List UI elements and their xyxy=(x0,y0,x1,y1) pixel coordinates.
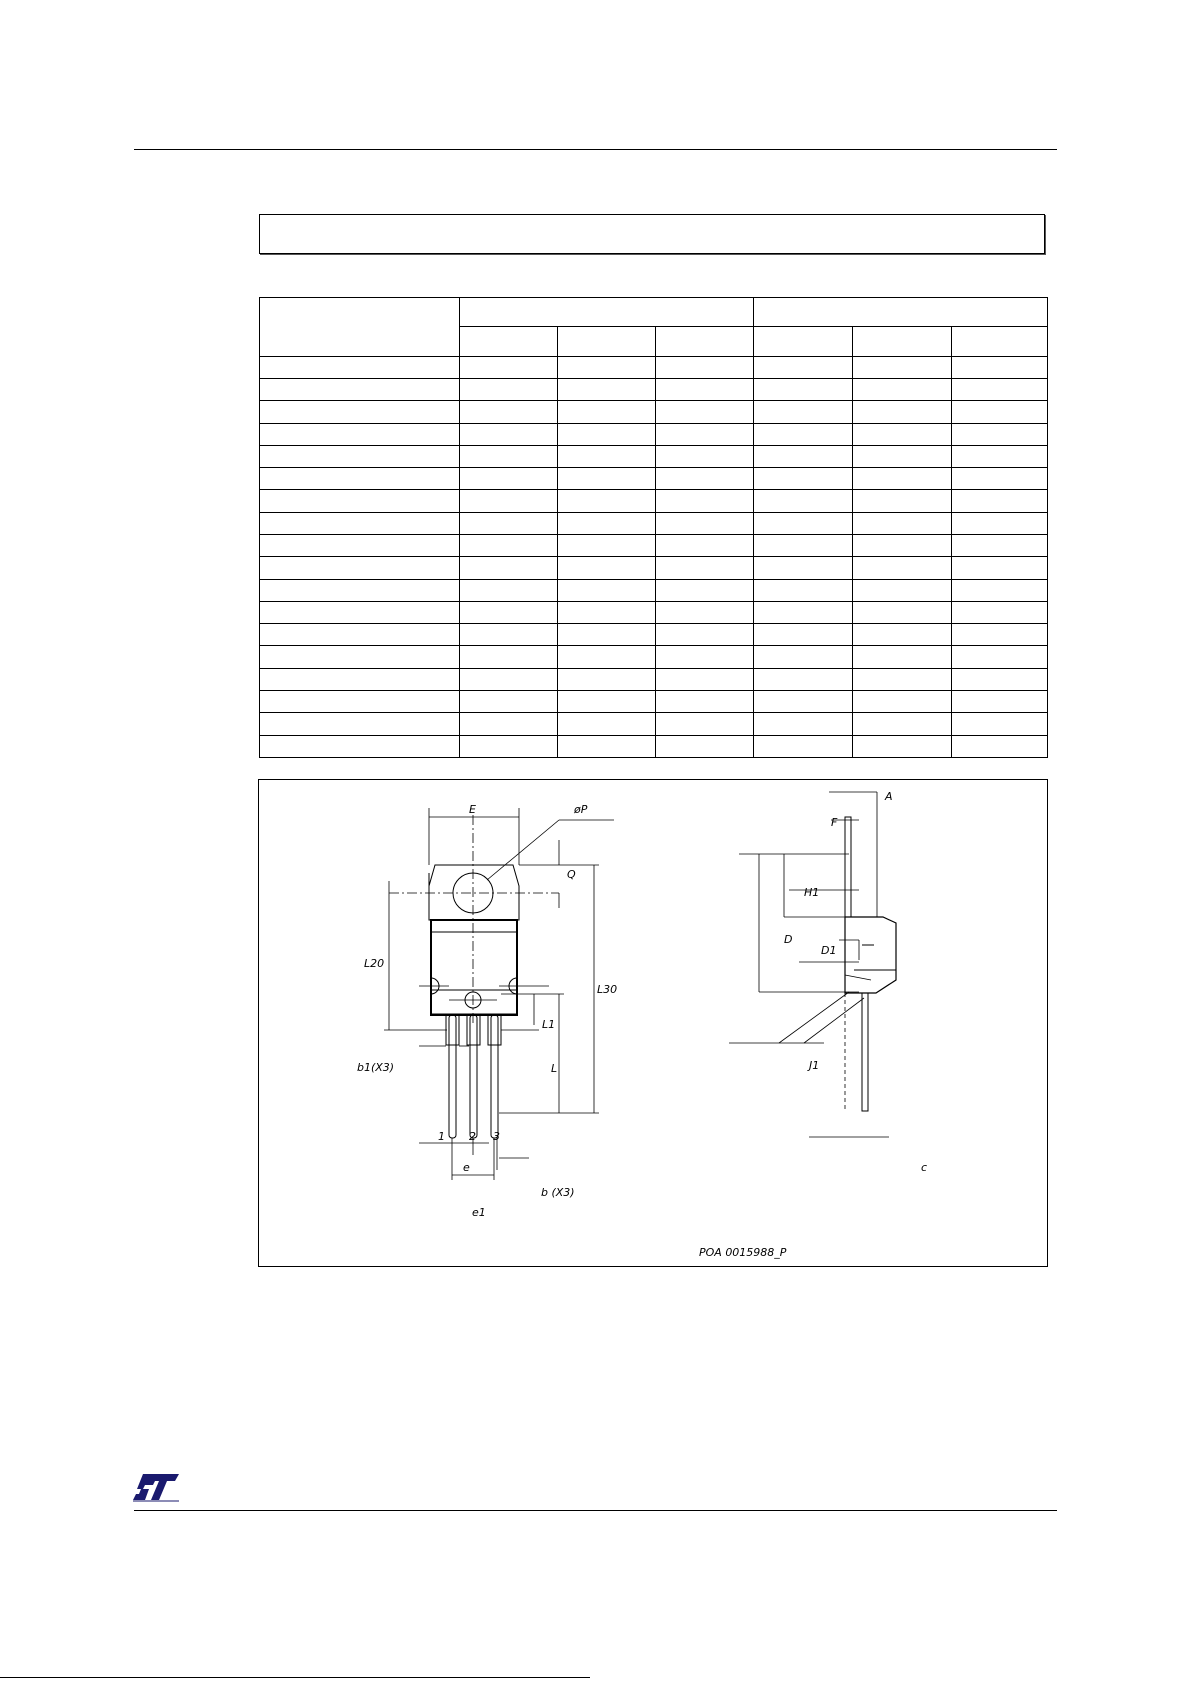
table-cell xyxy=(754,445,853,467)
table-cell xyxy=(656,624,754,646)
table-cell xyxy=(558,557,656,579)
table-cell xyxy=(952,713,1048,735)
label-pin1: 1 xyxy=(438,1130,445,1143)
table-row xyxy=(260,713,1048,735)
table-cell xyxy=(558,535,656,557)
table-row xyxy=(260,646,1048,668)
table-cell xyxy=(558,735,656,757)
table-cell xyxy=(260,535,460,557)
table-cell xyxy=(460,624,558,646)
table-row xyxy=(260,579,1048,601)
label-L20: L20 xyxy=(364,957,385,970)
table-cell xyxy=(460,713,558,735)
package-body xyxy=(431,920,517,1015)
header-rule xyxy=(134,149,1057,150)
package-drawing-frame xyxy=(258,779,1048,1267)
table-cell xyxy=(460,401,558,423)
label-e1: e1 xyxy=(472,1206,486,1219)
subheader-cell xyxy=(558,327,656,356)
table-cell xyxy=(260,445,460,467)
label-L1: L1 xyxy=(542,1018,556,1031)
table-cell xyxy=(460,579,558,601)
table-cell xyxy=(656,401,754,423)
subheader-cell xyxy=(754,327,853,356)
table-row xyxy=(260,690,1048,712)
table-cell xyxy=(460,535,558,557)
table-cell xyxy=(558,423,656,445)
table-cell xyxy=(952,445,1048,467)
table-cell xyxy=(656,423,754,445)
table-row xyxy=(260,601,1048,623)
table-cell xyxy=(754,468,853,490)
table-cell xyxy=(260,490,460,512)
table-cell xyxy=(558,646,656,668)
table-cell xyxy=(558,668,656,690)
table-row xyxy=(260,379,1048,401)
table-cell xyxy=(558,690,656,712)
table-row xyxy=(260,668,1048,690)
table-cell xyxy=(260,668,460,690)
table-cell xyxy=(952,356,1048,378)
table-cell xyxy=(656,356,754,378)
table-cell xyxy=(754,713,853,735)
table-cell xyxy=(853,690,952,712)
label-oP: øP xyxy=(574,803,588,816)
lead-2 xyxy=(470,1015,477,1138)
table-cell xyxy=(754,401,853,423)
table-cell xyxy=(460,512,558,534)
table-cell xyxy=(754,423,853,445)
table-cell xyxy=(853,668,952,690)
table-cell xyxy=(460,601,558,623)
package-outline-drawing xyxy=(259,780,1049,1268)
table-cell xyxy=(853,423,952,445)
table-cell xyxy=(754,356,853,378)
table-cell xyxy=(260,601,460,623)
table-cell xyxy=(460,490,558,512)
lead-1 xyxy=(449,1015,456,1138)
table-cell xyxy=(558,445,656,467)
label-pin3: 3 xyxy=(493,1130,500,1143)
table-cell xyxy=(260,423,460,445)
table-title-box xyxy=(259,214,1045,254)
table-cell xyxy=(952,557,1048,579)
table-cell xyxy=(260,356,460,378)
table-cell xyxy=(952,379,1048,401)
table-cell xyxy=(656,601,754,623)
table-cell xyxy=(952,735,1048,757)
side-body xyxy=(845,917,896,993)
label-L30: L30 xyxy=(597,983,618,996)
subheader-cell xyxy=(656,327,754,356)
table-cell xyxy=(260,512,460,534)
table-cell xyxy=(558,579,656,601)
table-cell xyxy=(656,445,754,467)
table-header-row xyxy=(260,298,1048,327)
table-row xyxy=(260,557,1048,579)
table-cell xyxy=(460,735,558,757)
table-cell xyxy=(754,735,853,757)
table-cell xyxy=(558,379,656,401)
table-cell xyxy=(952,490,1048,512)
subheader-cell xyxy=(952,327,1048,356)
label-D: D xyxy=(784,933,793,946)
side-lead xyxy=(862,993,868,1111)
table-cell xyxy=(460,445,558,467)
table-row xyxy=(260,490,1048,512)
table-cell xyxy=(656,490,754,512)
table-cell xyxy=(558,490,656,512)
table-cell xyxy=(260,557,460,579)
table-cell xyxy=(754,379,853,401)
table-cell xyxy=(460,379,558,401)
table-cell xyxy=(260,379,460,401)
table-row xyxy=(260,423,1048,445)
table-cell xyxy=(754,579,853,601)
table-cell xyxy=(754,535,853,557)
table-cell xyxy=(754,490,853,512)
table-cell xyxy=(260,579,460,601)
label-D1: D1 xyxy=(821,944,837,957)
table-cell xyxy=(754,624,853,646)
table-row xyxy=(260,624,1048,646)
label-L: L xyxy=(551,1062,558,1075)
header-mm-cell xyxy=(460,298,754,327)
label-H1: H1 xyxy=(804,886,820,899)
table-cell xyxy=(460,668,558,690)
side-tab xyxy=(845,817,851,917)
table-cell xyxy=(558,468,656,490)
table-cell xyxy=(952,646,1048,668)
label-E: E xyxy=(469,803,476,816)
table-cell xyxy=(656,713,754,735)
table-cell xyxy=(952,624,1048,646)
table-row xyxy=(260,445,1048,467)
label-pin2: 2 xyxy=(469,1130,476,1143)
label-A: A xyxy=(885,790,893,803)
table-cell xyxy=(952,579,1048,601)
table-row xyxy=(260,735,1048,757)
subheader-cell xyxy=(853,327,952,356)
table-cell xyxy=(853,468,952,490)
table-cell xyxy=(853,356,952,378)
table-cell xyxy=(656,557,754,579)
table-cell xyxy=(853,713,952,735)
subheader-cell xyxy=(460,327,558,356)
page-bottom-line xyxy=(0,1677,590,1678)
table-body xyxy=(260,356,1048,757)
table-cell xyxy=(853,379,952,401)
table-cell xyxy=(260,646,460,668)
table-row xyxy=(260,356,1048,378)
table-cell xyxy=(952,668,1048,690)
table-row xyxy=(260,535,1048,557)
table-cell xyxy=(260,624,460,646)
table-cell xyxy=(952,468,1048,490)
table-cell xyxy=(558,601,656,623)
table-cell xyxy=(260,468,460,490)
table-cell xyxy=(656,579,754,601)
table-cell xyxy=(460,646,558,668)
table-cell xyxy=(853,579,952,601)
table-row xyxy=(260,401,1048,423)
table-cell xyxy=(754,557,853,579)
table-cell xyxy=(754,601,853,623)
table-row xyxy=(260,468,1048,490)
table-cell xyxy=(853,445,952,467)
table-cell xyxy=(754,646,853,668)
table-cell xyxy=(853,401,952,423)
table-cell xyxy=(558,356,656,378)
table-cell xyxy=(558,401,656,423)
label-J1: J1 xyxy=(809,1059,820,1072)
table-cell xyxy=(853,490,952,512)
label-e: e xyxy=(463,1161,470,1174)
table-cell xyxy=(754,690,853,712)
drawing-labels xyxy=(357,790,927,1259)
table-cell xyxy=(952,690,1048,712)
table-cell xyxy=(853,735,952,757)
table-cell xyxy=(656,668,754,690)
table-cell xyxy=(656,646,754,668)
table-cell xyxy=(754,668,853,690)
table-cell xyxy=(260,690,460,712)
table-cell xyxy=(656,735,754,757)
table-cell xyxy=(754,512,853,534)
table-cell xyxy=(460,557,558,579)
drawing-reference: POA 0015988_P xyxy=(699,1246,787,1259)
header-dim-cell xyxy=(260,298,460,357)
dimension-table xyxy=(259,297,1048,758)
table-cell xyxy=(853,646,952,668)
table-cell xyxy=(853,535,952,557)
label-c: c xyxy=(921,1161,928,1174)
table-cell xyxy=(853,512,952,534)
label-b: b (X3) xyxy=(541,1186,575,1199)
label-F: F xyxy=(831,816,838,829)
table-cell xyxy=(952,601,1048,623)
table-cell xyxy=(656,379,754,401)
table-cell xyxy=(853,557,952,579)
header-inch-cell xyxy=(754,298,1048,327)
table-cell xyxy=(460,423,558,445)
table-cell xyxy=(460,468,558,490)
table-cell xyxy=(260,401,460,423)
table-cell xyxy=(656,535,754,557)
table-cell xyxy=(558,512,656,534)
table-cell xyxy=(952,423,1048,445)
table-cell xyxy=(260,713,460,735)
table-cell xyxy=(460,356,558,378)
table-cell xyxy=(853,601,952,623)
label-b1: b1(X3) xyxy=(357,1061,395,1074)
table-cell xyxy=(558,624,656,646)
table-cell xyxy=(460,690,558,712)
st-logo-icon xyxy=(133,1472,183,1502)
table-cell xyxy=(952,535,1048,557)
table-cell xyxy=(656,690,754,712)
footer-rule xyxy=(134,1510,1057,1511)
table-row xyxy=(260,512,1048,534)
lead-3 xyxy=(491,1015,498,1138)
table-cell xyxy=(558,713,656,735)
table-cell xyxy=(656,468,754,490)
table-cell xyxy=(656,512,754,534)
table-cell xyxy=(952,401,1048,423)
table-cell xyxy=(952,512,1048,534)
label-Q: Q xyxy=(567,868,576,881)
table-cell xyxy=(260,735,460,757)
table-cell xyxy=(853,624,952,646)
